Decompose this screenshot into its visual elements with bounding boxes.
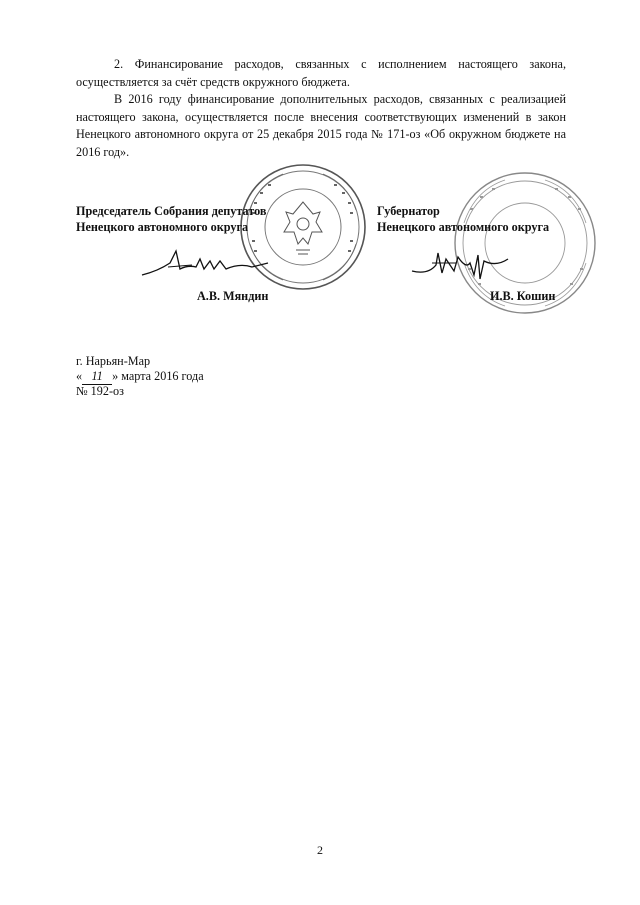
paragraph-financing: 2. Финансирование расходов, связанных с исполнением настоящего закона, осуществляется за счёт средств окружного бюджета. — [76, 57, 566, 89]
right-title-line2: Ненецкого автономного округа — [377, 220, 550, 234]
date-day-handwritten: 11 — [82, 369, 112, 385]
law-number: № 192-оз — [76, 384, 124, 398]
left-signatory-name: А.В. Мяндин — [197, 289, 269, 303]
left-signatory-title — [76, 203, 267, 235]
right-handwritten-signature — [408, 245, 518, 287]
right-signatory-name: И.В. Кошин — [490, 289, 556, 303]
date-rest: » марта 2016 года — [112, 369, 204, 383]
paragraph-2016-financing: В 2016 году финансирование дополнительных расходов, связанных с реализацией настоящего закона, осуществляется после внесения соответствующих изменений в закон Ненецкого автономного округа от 25 декабря 2015 года № 171-оз «Об окружном бюджете на 2016 год». — [76, 92, 566, 159]
left-title-line2: Ненецкого автономного округа — [76, 220, 249, 234]
date-open-quote: « — [76, 369, 83, 383]
city: г. Нарьян-Мар — [76, 354, 151, 368]
left-title-line1: Председатель Собрания депутатов — [76, 204, 267, 218]
left-handwritten-signature — [140, 245, 280, 285]
signing-date — [76, 369, 204, 385]
right-title-line1: Губернатор — [377, 204, 440, 218]
page-number: 2 — [317, 843, 323, 857]
right-signatory-title — [377, 203, 549, 235]
